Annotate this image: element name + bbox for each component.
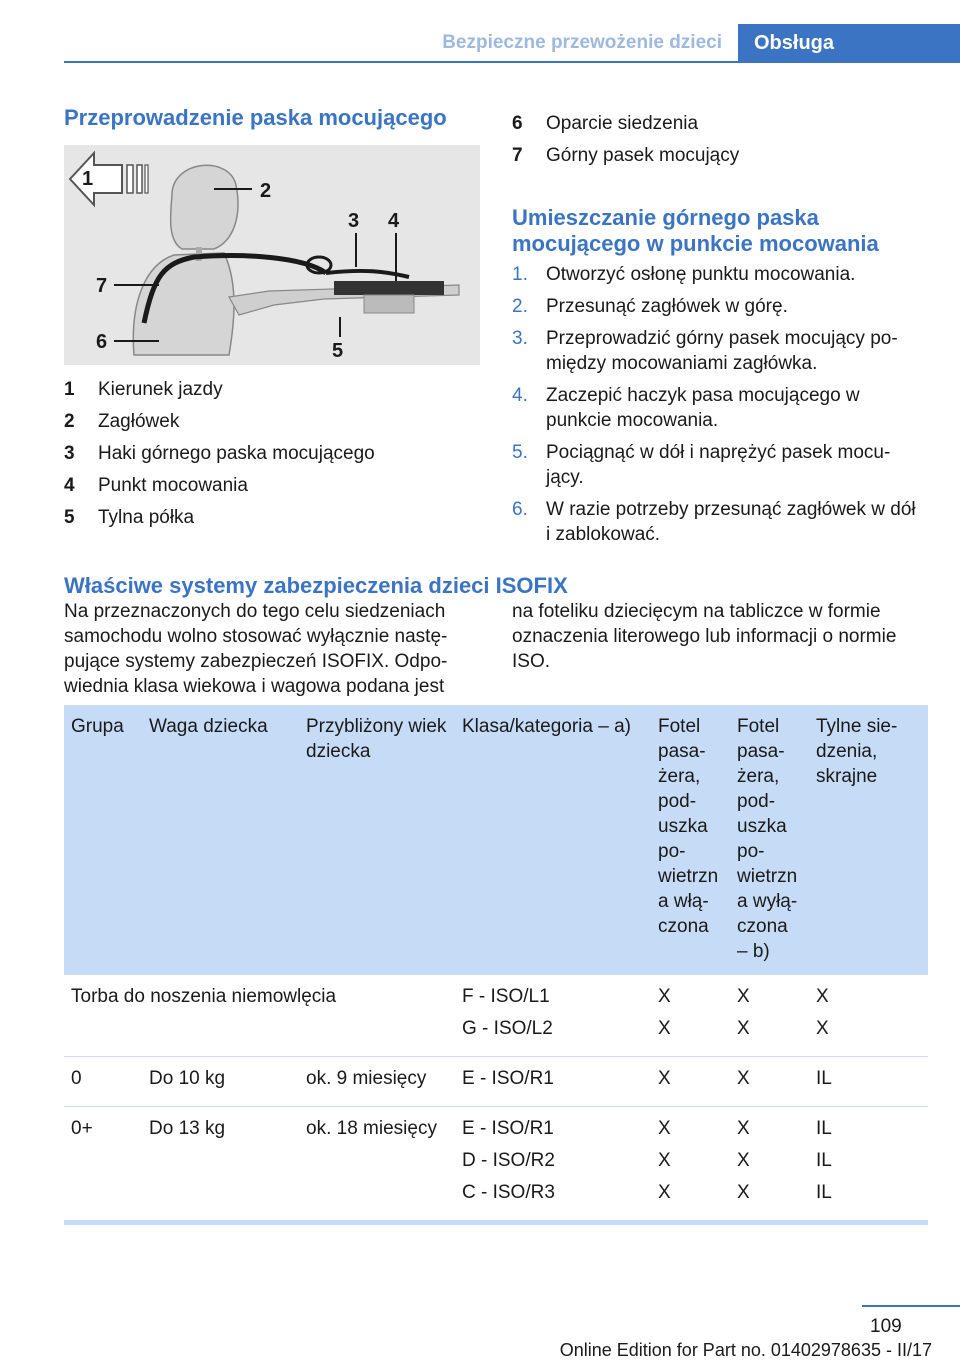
step-item: 5. Pociągnąć w dół i naprężyć pasek mocu-jący. <box>512 442 891 488</box>
cell-weight: Do 13 kg <box>142 1107 299 1223</box>
table-header-row <box>64 705 928 975</box>
legend-item: 7 Górny pasek mocujący <box>512 145 740 166</box>
cell-classes: E - ISO/R1 D - ISO/R2 C - ISO/R3 <box>455 1107 651 1223</box>
legend-item: 1 Kierunek jazdy <box>64 379 223 400</box>
edition-note: Online Edition for Part no. 01402978635 - II/17 <box>559 1340 932 1360</box>
cell-rear: IL IL IL <box>809 1107 928 1223</box>
page-number: 109 <box>870 1316 902 1337</box>
col-header-age: Przybliżony wiek dziecka <box>299 705 455 975</box>
table-row <box>64 1057 928 1107</box>
running-header-chapter: Obsługa <box>738 24 960 62</box>
figure-legend-right <box>512 108 739 172</box>
cell-airbag-on: X <box>651 1057 730 1107</box>
callout-3: 3 <box>348 210 360 232</box>
legend-item: 4 Punkt mocowania <box>64 475 248 496</box>
callout-5: 5 <box>332 340 344 362</box>
cell-group: 0+ <box>64 1107 142 1223</box>
cell-group: Torba do noszenia niemowlęcia <box>64 975 455 1057</box>
instruction-steps <box>512 262 922 554</box>
col-header-rear: Tylne sie-dzenia, skrajne <box>809 705 928 975</box>
cell-airbag-on: X X X <box>651 1107 730 1223</box>
cell-weight: Do 10 kg <box>142 1057 299 1107</box>
isofix-paragraph-left: Na przeznaczonych do tego celu siedzeniach samochodu wolno stosować wyłącznie nastę-pujące systemy zabezpieczeń ISOFIX. Odpo-wiednia klasa wiekowa i wagowa podana jest <box>64 601 448 697</box>
anchor-mount-shape <box>364 295 414 313</box>
step-item: 4. Zaczepić haczyk pasa mocującego w punkcie mocowania. <box>512 385 860 431</box>
table-row <box>64 1107 928 1223</box>
cell-classes: E - ISO/R1 <box>455 1057 651 1107</box>
arrow-bar-icon <box>137 165 142 193</box>
cell-airbag-off: X X X <box>730 1107 809 1223</box>
callout-7: 7 <box>96 275 108 297</box>
isofix-paragraph-right: na foteliku dziecięcym na tabliczce w formie oznaczenia literowego lub informacji o normie ISO. <box>512 601 897 672</box>
section-title-strap-routing: Przeprowadzenie paska mocującego <box>64 105 447 130</box>
driving-direction-arrow-icon <box>70 153 122 205</box>
cell-airbag-on: X X <box>651 975 730 1057</box>
headrest-illustration <box>64 145 480 365</box>
cell-group: 0 <box>64 1057 142 1107</box>
legend-item: 2 Zagłówek <box>64 411 180 432</box>
callout-6: 6 <box>96 331 108 353</box>
cell-airbag-off: X X <box>730 975 809 1057</box>
legend-item: 5 Tylna półka <box>64 507 195 528</box>
cell-age: ok. 9 miesięcy <box>299 1057 455 1107</box>
step-item: 2. Przesunąć zagłówek w górę. <box>512 296 788 317</box>
col-header-group: Grupa <box>64 705 142 975</box>
col-header-airbag-off: Fotel pasa-żera, pod-uszka po-wietrzn a wyłą-czona – b) <box>730 705 809 975</box>
callout-2: 2 <box>260 180 272 202</box>
col-header-class: Klasa/kategoria – a) <box>455 705 651 975</box>
footer-rule <box>862 1305 960 1307</box>
step-item: 1. Otworzyć osłonę punktu mocowania. <box>512 264 856 285</box>
isofix-table <box>64 705 928 1225</box>
anchor-plate-shape <box>334 281 444 295</box>
arrow-bar-icon <box>145 165 148 193</box>
header-rule <box>64 61 960 63</box>
callout-1: 1 <box>82 168 94 190</box>
step-item: 6. W razie potrzeby przesunąć zagłówek w dół i zablokować. <box>512 499 916 545</box>
arrow-bar-icon <box>127 165 133 193</box>
col-header-weight: Waga dziecka <box>142 705 299 975</box>
section-title-isofix: Właściwe systemy zabezpieczenia dzieci ISOFIX <box>64 573 568 598</box>
legend-item: 3 Haki górnego paska mocującego <box>64 443 375 464</box>
callout-4: 4 <box>388 210 400 232</box>
headrest-shape <box>171 165 238 249</box>
cell-rear: IL <box>809 1057 928 1107</box>
table-row <box>64 975 928 1057</box>
section-title-attaching-strap: Umieszczanie górnego paska mocującego w punkcie mocowania <box>512 205 879 256</box>
step-item: 3. Przeprowadzić górny pasek mocujący po-między mocowaniami zagłówka. <box>512 328 898 374</box>
cell-airbag-off: X <box>730 1057 809 1107</box>
col-header-airbag-on: Fotel pasa-żera, pod-uszka po-wietrzn a włą-czona <box>651 705 730 975</box>
legend-item: 6 Oparcie siedzenia <box>512 113 699 134</box>
figure-legend-left <box>64 374 375 534</box>
headrest-diagram <box>64 145 480 365</box>
cell-rear: X X <box>809 975 928 1057</box>
cell-classes: F - ISO/L1 G - ISO/L2 <box>455 975 651 1057</box>
running-header-section: Bezpieczne przewożenie dzieci <box>442 32 722 53</box>
cell-age: ok. 18 miesięcy <box>299 1107 455 1223</box>
